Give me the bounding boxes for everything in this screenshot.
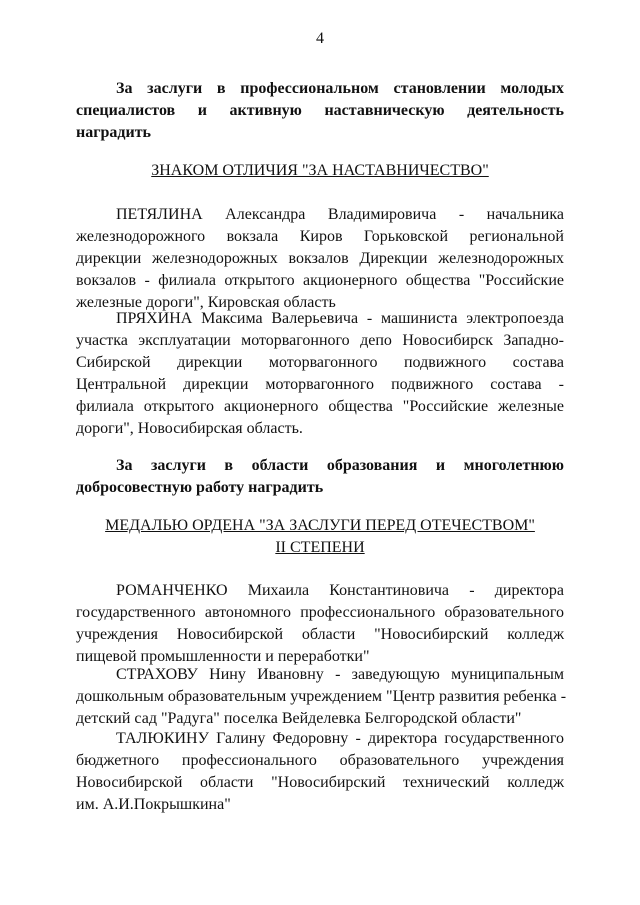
entry-line: дороги", Новосибирская область. [76,420,303,437]
section1-intro-line: За заслуги в профессиональном становлении молодых [116,80,564,97]
entry-line: железнодорожного вокзала Киров Горьковской региональной [76,228,564,245]
entry-line: пищевой промышленности и переработки" [76,648,370,665]
entry-line: участка эксплуатации моторвагонного депо Новосибирск Западно- [76,332,564,349]
entry-line: детский сад "Радуга" поселка Вейделевка Белгородской области" [76,710,522,727]
award-entry [76,664,567,730]
section2-intro-line: добросовестную работу наградить [76,479,324,496]
entry-line: ПЕТЯЛИНА Александра Владимировича - начальника [116,206,564,223]
section1-intro-line: наградить [76,124,152,141]
entry-line: ПРЯХИНА Максима Валерьевича - машиниста электропоезда [116,310,564,327]
award-entry [76,580,564,668]
section1-heading [0,160,640,182]
entry-line: филиала открытого акционерного общества "Российские железные [76,398,564,415]
entry-line: СТРАХОВУ Нину Ивановну - заведующую муниципальным [116,666,564,683]
entry-line: железные дороги", Кировская область [76,294,336,311]
entry-line: вокзалов - филиала открытого акционерного общества "Российские [76,272,564,289]
entry-line: бюджетного профессионального образовательного учреждения [76,752,564,769]
entry-line: государственного автономного профессионального образовательного [76,604,564,621]
section2-intro [76,455,564,499]
award-entry [76,728,564,816]
entry-line: учреждения Новосибирской области "Новосибирский колледж [76,626,564,643]
section2-intro-line: За заслуги в области образования и многолетнюю [116,457,564,474]
award-entry [76,204,564,314]
section1-intro-line: специалистов и активную наставническую деятельность [76,102,564,119]
entry-line: дирекции железнодорожных вокзалов Дирекции железнодорожных [76,250,564,267]
entry-line: Новосибирской области "Новосибирский технический колледж [76,774,564,791]
entry-line: дошкольным образовательным учреждением "Центр развития ребенка - [76,688,567,705]
section2-heading-line: II СТЕПЕНИ [275,539,365,556]
entry-line: Центральной дирекции моторвагонного подвижного состава - [76,376,564,393]
award-entry [76,308,564,440]
entry-line: РОМАНЧЕНКО Михаила Константиновича - директора [116,582,564,599]
entry-line: ТАЛЮКИНУ Галину Федоровну - директора государственного [116,730,564,747]
section2-heading-line: МЕДАЛЬЮ ОРДЕНА "ЗА ЗАСЛУГИ ПЕРЕД ОТЕЧЕСТВОМ" [105,517,535,534]
section2-heading [0,515,640,559]
page-number: 4 [316,30,324,47]
section1-heading-line: ЗНАКОМ ОТЛИЧИЯ "ЗА НАСТАВНИЧЕСТВО" [151,162,489,179]
section1-intro [76,78,564,144]
entry-line: Сибирской дирекции моторвагонного подвижного состава [76,354,564,371]
entry-line: им. А.И.Покрышкина" [76,796,231,813]
